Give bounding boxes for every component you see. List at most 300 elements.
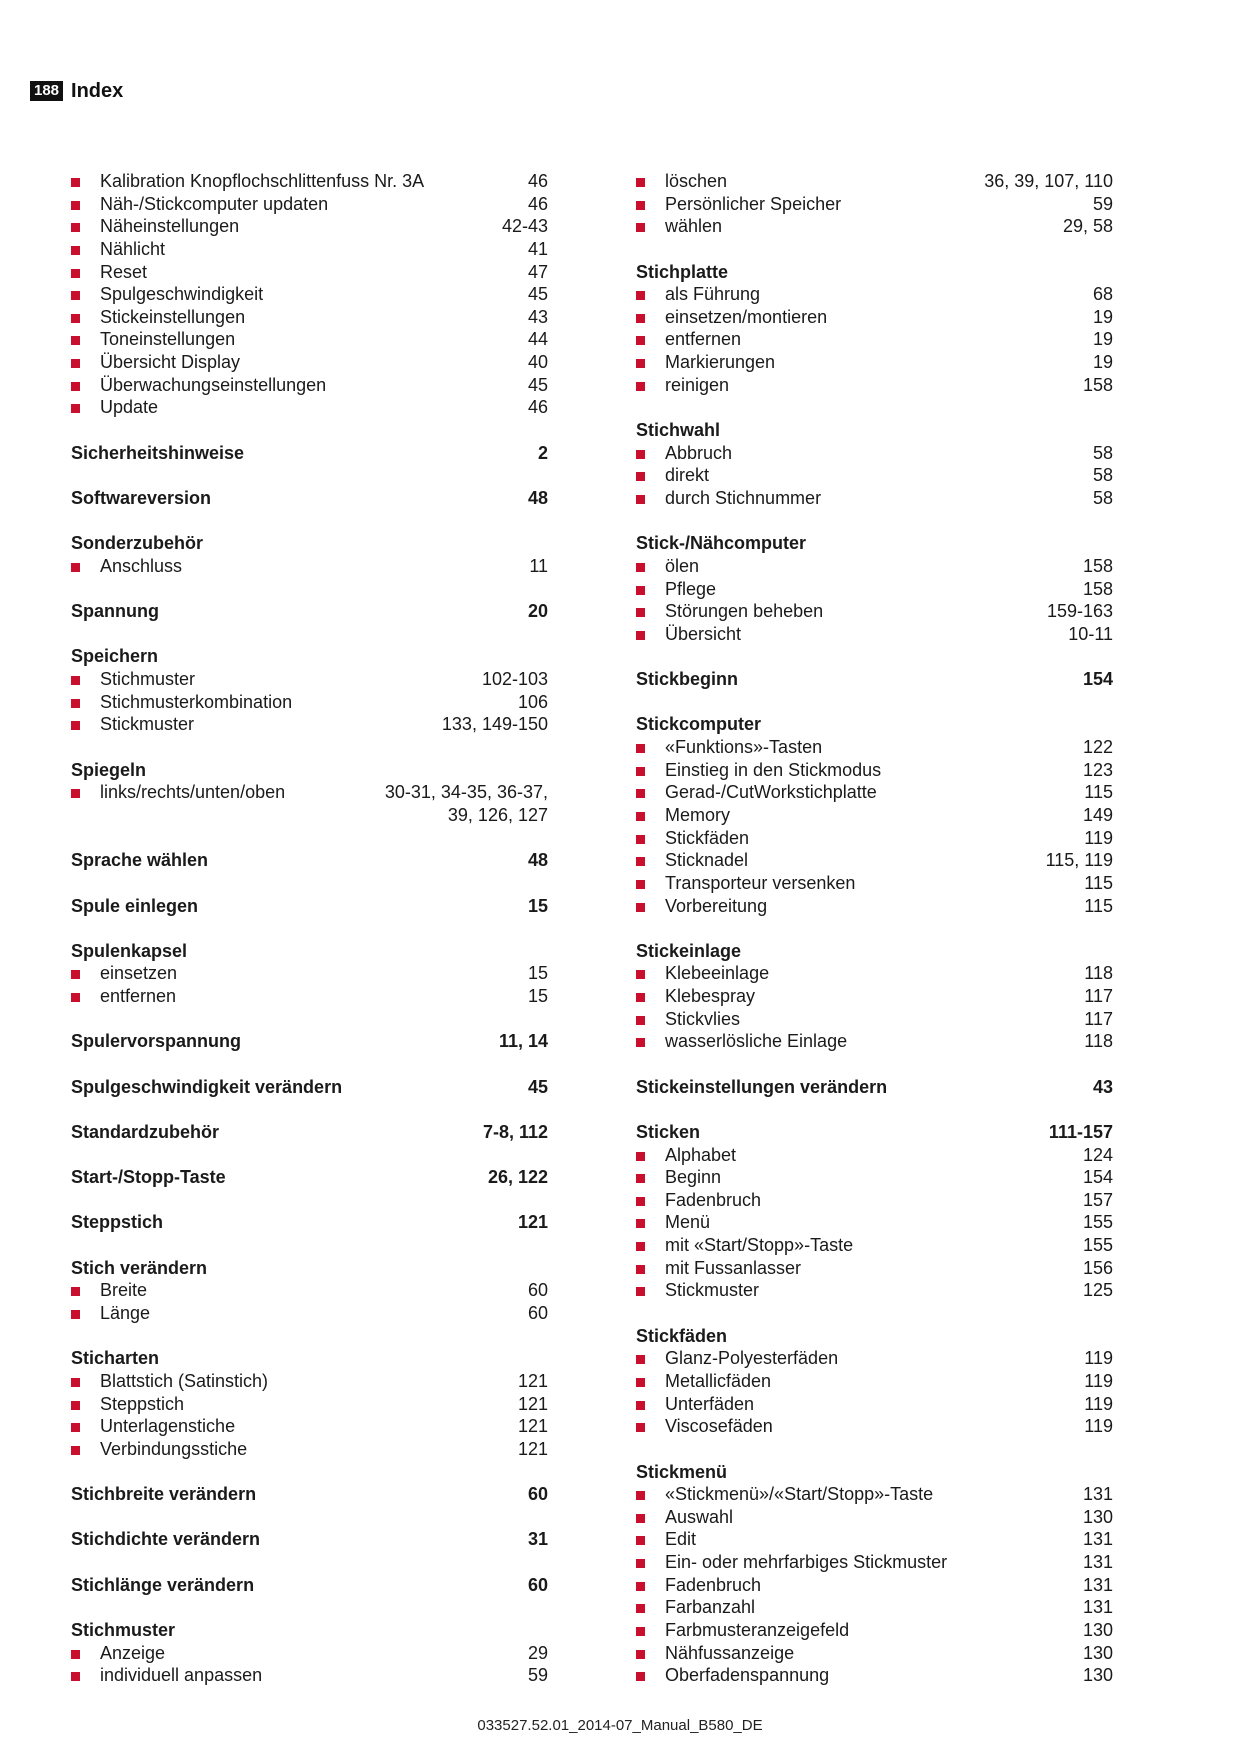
square-bullet-icon [71, 1310, 80, 1319]
square-bullet-icon [71, 223, 80, 232]
index-term: «Stickmenü»/«Start/Stopp»-Taste [665, 1484, 934, 1505]
index-page-ref: 41 [527, 238, 548, 259]
index-spacer [71, 578, 548, 601]
index-spacer [636, 691, 1113, 714]
index-heading-label [71, 759, 146, 782]
index-entry-label [636, 283, 760, 306]
index-spacer [71, 1189, 548, 1212]
index-entry [636, 306, 1113, 329]
square-bullet-icon [636, 1491, 645, 1500]
index-term: Stichdichte verändern [71, 1529, 261, 1550]
square-bullet-icon [636, 314, 645, 323]
square-bullet-icon [71, 246, 80, 255]
index-heading-label [636, 419, 720, 442]
index-entry-label [636, 170, 727, 193]
square-bullet-icon [71, 993, 80, 1002]
index-term: Edit [665, 1529, 697, 1550]
index-page-ref: 29, 58 [1062, 216, 1113, 237]
index-page-ref: 58 [1092, 487, 1113, 508]
index-term: Blattstich (Satinstich) [100, 1370, 269, 1391]
index-entry-label [71, 283, 263, 306]
index-entry [636, 374, 1113, 397]
index-entry-label [71, 261, 147, 284]
index-heading [636, 1076, 1113, 1099]
index-term: Reset [100, 261, 148, 282]
index-heading [636, 261, 1113, 284]
index-entry [71, 396, 548, 419]
square-bullet-icon [636, 1016, 645, 1025]
index-spacer [636, 1438, 1113, 1461]
index-entry [636, 1257, 1113, 1280]
index-entry [636, 1506, 1113, 1529]
index-heading-label [71, 442, 244, 465]
index-entry [636, 1279, 1113, 1302]
index-heading [71, 487, 548, 510]
index-term: durch Stichnummer [665, 487, 822, 508]
index-entry-label [636, 306, 827, 329]
index-entry [71, 781, 548, 826]
index-entry [636, 1008, 1113, 1031]
index-entry-label [71, 1393, 184, 1416]
index-page-ref: 106 [517, 691, 548, 712]
index-page-ref: 158 [1082, 555, 1113, 576]
index-term: wasserlösliche Einlage [665, 1031, 848, 1052]
square-bullet-icon [636, 880, 645, 889]
index-term: Stick-/Nähcomputer [636, 533, 807, 554]
index-entry [636, 849, 1113, 872]
index-term: Update [100, 397, 159, 418]
index-entry [71, 985, 548, 1008]
index-entry-label [636, 1347, 838, 1370]
index-heading [71, 940, 548, 963]
square-bullet-icon [636, 1038, 645, 1047]
index-entry [636, 827, 1113, 850]
index-heading [71, 895, 548, 918]
index-term: Auswahl [665, 1506, 734, 1527]
index-entry [636, 193, 1113, 216]
index-page-ref: 46 [527, 397, 548, 418]
square-bullet-icon [71, 721, 80, 730]
index-page-ref: 130 [1082, 1506, 1113, 1527]
index-page-ref: 111-157 [1048, 1121, 1113, 1142]
index-page-ref: 19 [1092, 352, 1113, 373]
index-entry [636, 1642, 1113, 1665]
index-term: entfernen [665, 329, 742, 350]
page-title: Index [71, 79, 124, 102]
index-entry [71, 261, 548, 284]
index-term: Sticknadel [665, 850, 749, 871]
index-page-ref: 131 [1082, 1529, 1113, 1550]
index-term: Memory [665, 804, 731, 825]
index-heading [71, 532, 548, 555]
index-page-ref: 123 [1082, 759, 1113, 780]
index-term: Abbruch [665, 442, 733, 463]
index-entry [636, 1596, 1113, 1619]
index-page-ref: 158 [1082, 578, 1113, 599]
index-spacer [636, 1098, 1113, 1121]
index-entry-label [636, 1506, 733, 1529]
index-page-ref: 155 [1082, 1235, 1113, 1256]
index-entry-label [71, 306, 245, 329]
index-entry [71, 1664, 548, 1687]
index-heading-label [71, 1483, 256, 1506]
square-bullet-icon [636, 608, 645, 617]
square-bullet-icon [636, 1378, 645, 1387]
index-page-ref: 154 [1082, 1167, 1113, 1188]
square-bullet-icon [71, 269, 80, 278]
index-entry-label [71, 962, 177, 985]
index-term: Länge [100, 1303, 151, 1324]
index-page-ref: 121 [517, 1393, 548, 1414]
square-bullet-icon [636, 1401, 645, 1410]
index-entry [636, 1234, 1113, 1257]
index-term: Stickeinlage [636, 940, 742, 961]
index-page-ref: 59 [1092, 193, 1113, 214]
index-page-ref: 121 [517, 1416, 548, 1437]
index-page-ref: 39, 126, 127 [447, 804, 548, 825]
index-heading-label [71, 487, 211, 510]
document-footer: 033527.52.01_2014-07_Manual_B580_DE [477, 1717, 763, 1734]
index-page-ref: 119 [1084, 1393, 1113, 1414]
index-spacer [71, 736, 548, 759]
index-term: Unterlagenstiche [100, 1416, 236, 1437]
index-entry [636, 1211, 1113, 1234]
index-term: wählen [665, 216, 723, 237]
index-term: Klebeeinlage [665, 963, 770, 984]
index-entry-label [636, 1279, 759, 1302]
square-bullet-icon [71, 676, 80, 685]
index-term: Sticken [636, 1121, 701, 1142]
index-entry [636, 1574, 1113, 1597]
square-bullet-icon [636, 1174, 645, 1183]
index-entry-label [636, 555, 699, 578]
square-bullet-icon [636, 1582, 645, 1591]
index-entry [71, 668, 548, 691]
index-spacer [71, 1325, 548, 1348]
index-spacer [71, 510, 548, 533]
square-bullet-icon [636, 336, 645, 345]
index-term: Softwareversion [71, 487, 212, 508]
index-heading-label [636, 532, 806, 555]
index-heading [636, 668, 1113, 691]
index-page-ref: 19 [1092, 306, 1113, 327]
index-heading-label [636, 1076, 887, 1099]
index-entry-label [636, 464, 709, 487]
square-bullet-icon [71, 1423, 80, 1432]
index-heading-label [636, 1461, 727, 1484]
index-heading [71, 1347, 548, 1370]
index-entry-label [71, 374, 326, 397]
index-entry [636, 1664, 1113, 1687]
index-page-ref: 48 [527, 850, 548, 871]
index-entry-label [636, 578, 716, 601]
index-column-left [71, 170, 548, 1687]
square-bullet-icon [636, 201, 645, 210]
index-page-ref: 15 [527, 963, 548, 984]
index-entry-label [636, 759, 881, 782]
index-heading [71, 1166, 548, 1189]
index-page-ref: 115 [1084, 872, 1113, 893]
index-heading-label [71, 1166, 226, 1189]
index-term: Alphabet [665, 1144, 737, 1165]
index-entry-label [636, 804, 730, 827]
index-page-ref: 11, 14 [498, 1031, 548, 1052]
index-entry-label [71, 985, 176, 1008]
index-entry [636, 985, 1113, 1008]
index-entry [636, 215, 1113, 238]
index-spacer [71, 827, 548, 850]
index-term: Spulgeschwindigkeit [100, 284, 264, 305]
index-page-ref: 156 [1082, 1257, 1113, 1278]
index-page-ref: 124 [1082, 1144, 1113, 1165]
index-spacer [71, 1053, 548, 1076]
index-entry-label [636, 1370, 771, 1393]
index-entry-label [636, 962, 769, 985]
index-term: Stichmuster [71, 1620, 176, 1641]
index-entry-label [636, 781, 877, 804]
index-term: Speichern [71, 646, 159, 667]
square-bullet-icon [71, 1672, 80, 1681]
index-entry [71, 1279, 548, 1302]
index-entry [636, 600, 1113, 623]
index-page-ref: 158 [1082, 374, 1113, 395]
index-heading-label [71, 1528, 260, 1551]
index-heading [636, 532, 1113, 555]
index-heading [71, 1121, 548, 1144]
square-bullet-icon [636, 812, 645, 821]
square-bullet-icon [636, 1423, 645, 1432]
index-page-ref: 118 [1084, 1031, 1113, 1052]
index-term: einsetzen [100, 963, 178, 984]
index-spacer [71, 623, 548, 646]
square-bullet-icon [71, 1287, 80, 1296]
square-bullet-icon [636, 495, 645, 504]
index-heading-label [71, 1347, 159, 1370]
index-term: Einstieg in den Stickmodus [665, 759, 882, 780]
index-page-ref: 26, 122 [487, 1167, 548, 1188]
index-entry [71, 1393, 548, 1416]
index-heading-label [636, 1325, 727, 1348]
index-page-ref: 131 [1082, 1574, 1113, 1595]
index-entry [636, 351, 1113, 374]
index-entry [636, 781, 1113, 804]
index-page-ref: 44 [527, 329, 548, 350]
index-term: Nähfussanzeige [665, 1642, 795, 1663]
index-heading [71, 1257, 548, 1280]
index-heading-label [71, 1257, 207, 1280]
index-page-ref: 155 [1082, 1212, 1113, 1233]
index-entry-label [71, 713, 194, 736]
index-entry-label [636, 1551, 947, 1574]
index-entry-label [636, 487, 821, 510]
index-term: Toneinstellungen [100, 329, 236, 350]
index-page-ref: 59 [527, 1665, 548, 1686]
index-entry-label [71, 1415, 235, 1438]
index-term: Stickmuster [100, 714, 195, 735]
index-term: Fadenbruch [665, 1189, 762, 1210]
index-entry-label [636, 1189, 761, 1212]
index-entry-label [71, 555, 182, 578]
index-term: Farbmusteranzeigefeld [665, 1620, 850, 1640]
index-page-ref: 42-43 [501, 216, 548, 237]
index-entry [71, 351, 548, 374]
index-term: Sonderzubehör [71, 533, 204, 554]
index-heading-label [71, 895, 198, 918]
index-term: Stich verändern [71, 1257, 208, 1278]
index-entry-label [636, 1144, 736, 1167]
index-page-ref: 131 [1082, 1597, 1113, 1618]
index-entry [636, 578, 1113, 601]
index-spacer [71, 1551, 548, 1574]
index-page-ref: 60 [527, 1574, 548, 1595]
index-term: Transporteur versenken [665, 872, 856, 893]
index-entry [636, 1144, 1113, 1167]
square-bullet-icon [636, 586, 645, 595]
square-bullet-icon [71, 201, 80, 210]
square-bullet-icon [636, 1242, 645, 1251]
index-entry [636, 736, 1113, 759]
index-entry [636, 1619, 1113, 1642]
index-entry [636, 442, 1113, 465]
index-entry [71, 713, 548, 736]
index-page-ref: 10-11 [1068, 623, 1113, 644]
index-page-ref: 45 [527, 284, 548, 305]
page-header [30, 78, 123, 104]
index-page-ref: 149 [1082, 804, 1113, 825]
index-spacer [71, 1098, 548, 1121]
index-entry-label [71, 238, 165, 261]
square-bullet-icon [636, 744, 645, 753]
index-term: direkt [665, 465, 710, 486]
index-entry [636, 1370, 1113, 1393]
index-term: Spannung [71, 601, 159, 622]
index-page-ref: 20 [527, 601, 548, 622]
index-heading [636, 1325, 1113, 1348]
index-page-ref: 159-163 [1046, 601, 1113, 622]
index-term: Stickmuster [665, 1280, 760, 1301]
square-bullet-icon [71, 1401, 80, 1410]
index-entry [71, 1302, 548, 1325]
index-term: Stickbeginn [636, 669, 739, 690]
index-term: Fadenbruch [665, 1574, 762, 1595]
index-term: Farbanzahl [665, 1597, 756, 1618]
index-term: Sicherheitshinweise [71, 442, 245, 463]
index-page-ref: 30-31, 34-35, 36-37, [384, 782, 548, 803]
index-spacer [71, 872, 548, 895]
index-entry [71, 238, 548, 261]
index-term: Spulenkapsel [71, 940, 188, 961]
index-heading-label [636, 713, 761, 736]
index-page-ref: 15 [527, 895, 548, 916]
index-term: individuell anpassen [100, 1665, 263, 1686]
index-page-ref: 131 [1082, 1484, 1113, 1505]
index-heading-label [71, 1211, 163, 1234]
square-bullet-icon [636, 1514, 645, 1523]
index-heading [71, 645, 548, 668]
index-page-ref: 117 [1084, 1008, 1113, 1029]
square-bullet-icon [636, 1265, 645, 1274]
index-term: Vorbereitung [665, 895, 768, 916]
index-entry [636, 623, 1113, 646]
index-term: Übersicht [665, 623, 742, 644]
square-bullet-icon [636, 767, 645, 776]
square-bullet-icon [636, 970, 645, 979]
index-entry-label [71, 1370, 268, 1393]
index-entry-label [636, 328, 741, 351]
index-term: Klebespray [665, 986, 756, 1007]
index-heading [71, 1528, 548, 1551]
square-bullet-icon [636, 993, 645, 1002]
index-entry [71, 215, 548, 238]
index-term: Unterfäden [665, 1393, 755, 1414]
index-entry [71, 374, 548, 397]
index-term: Kalibration Knopflochschlittenfuss Nr. 3A [100, 171, 425, 191]
square-bullet-icon [636, 1559, 645, 1568]
index-term: ölen [665, 555, 700, 576]
index-entry [636, 328, 1113, 351]
index-page-ref: 102-103 [481, 669, 548, 690]
square-bullet-icon [71, 178, 80, 187]
index-entry [71, 555, 548, 578]
index-entry-label [636, 215, 722, 238]
index-entry-label [636, 1166, 721, 1189]
index-term: Start-/Stopp-Taste [71, 1167, 226, 1188]
index-page-ref: 45 [527, 1076, 548, 1097]
index-term: Stickeinstellungen [100, 306, 246, 327]
index-entry-label [636, 895, 767, 918]
index-entry-label [71, 328, 235, 351]
index-entry-label [71, 396, 158, 419]
index-entry-label [636, 374, 729, 397]
index-page-ref: 125 [1082, 1280, 1113, 1301]
index-entry [636, 1030, 1113, 1053]
index-entry-label [636, 1030, 847, 1053]
square-bullet-icon [636, 1219, 645, 1228]
index-entry [636, 1483, 1113, 1506]
index-spacer [636, 396, 1113, 419]
index-entry-label [636, 1415, 773, 1438]
square-bullet-icon [71, 1650, 80, 1659]
index-page-ref: 119 [1084, 827, 1113, 848]
index-page-ref: 130 [1082, 1620, 1113, 1640]
square-bullet-icon [636, 1287, 645, 1296]
square-bullet-icon [636, 1152, 645, 1161]
index-heading-label [71, 645, 158, 668]
square-bullet-icon [636, 450, 645, 459]
index-entry [636, 895, 1113, 918]
index-spacer [71, 1596, 548, 1619]
index-column-right [636, 170, 1113, 1687]
index-entry-label [636, 1574, 761, 1597]
index-page-ref: 115 [1084, 895, 1113, 916]
index-heading [71, 1619, 548, 1642]
index-term: Metallicfäden [665, 1370, 772, 1391]
index-heading [71, 759, 548, 782]
index-entry-label [636, 1393, 754, 1416]
index-heading [636, 1461, 1113, 1484]
index-page-ref: 130 [1082, 1665, 1113, 1686]
square-bullet-icon [71, 314, 80, 323]
index-entry-label [636, 193, 841, 216]
index-term: Persönlicher Speicher [665, 193, 842, 214]
page-number: 188 [30, 81, 63, 101]
index-spacer [71, 1234, 548, 1257]
index-entry-label [71, 351, 240, 374]
index-term: einsetzen/montieren [665, 306, 828, 327]
index-term: Viscosefäden [665, 1416, 773, 1437]
index-heading-label [71, 1121, 219, 1144]
index-entry [71, 170, 548, 193]
